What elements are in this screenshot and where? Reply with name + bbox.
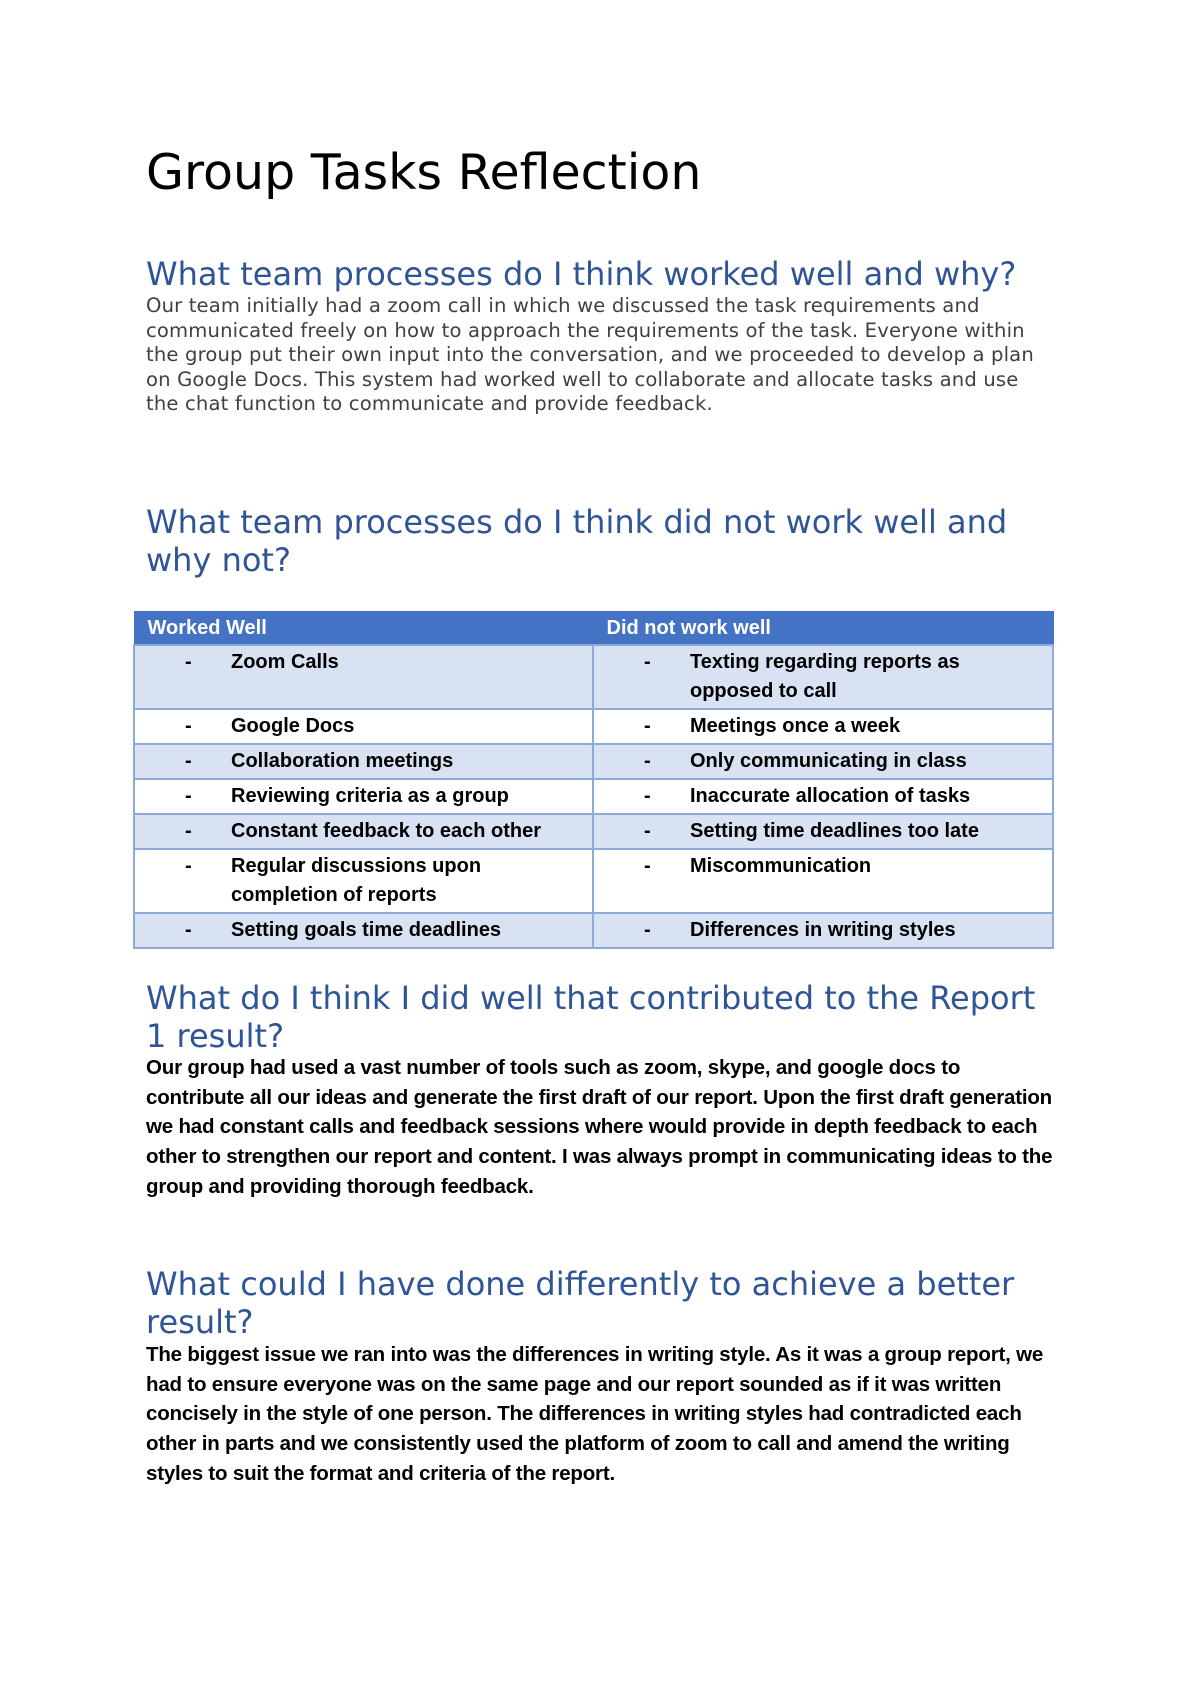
section-heading-did-well: What do I think I did well that contributed to the Report 1 result? [146,979,1036,1055]
bullet-dash: - [185,750,192,772]
table-row [134,913,1053,948]
table-cell [134,744,593,779]
bullet-dash: - [185,785,192,807]
cell-text: Texting regarding reports as opposed to call [690,651,960,702]
section-heading-do-differently: What could I have done differently to achieve a better result? [146,1265,1015,1341]
bullet-dash: - [644,919,651,941]
table-cell [593,913,1053,948]
table-cell [593,709,1053,744]
table-cell [593,744,1053,779]
table-cell [593,645,1053,709]
table-cell [134,645,593,709]
cell-text: Setting time deadlines too late [690,820,979,842]
cell-text: Differences in writing styles [690,919,956,941]
table-row [134,779,1053,814]
table-row [134,709,1053,744]
bullet-dash: - [185,651,192,673]
cell-text: Setting goals time deadlines [231,919,502,941]
bullet-dash: - [185,820,192,842]
cell-text: Reviewing criteria as a group [231,785,509,807]
cell-text: Constant feedback to each other [231,820,542,842]
bullet-dash: - [644,750,651,772]
table-cell [593,814,1053,849]
document-title: Group Tasks Reflection [146,144,702,201]
table-cell [134,814,593,849]
bullet-dash: - [185,855,192,877]
table-cell [134,779,593,814]
bullet-dash: - [644,715,651,737]
bullet-dash: - [644,651,651,673]
table-row [134,814,1053,849]
bullet-dash: - [185,715,192,737]
section-body-do-differently: The biggest issue we ran into was the differences in writing style. As it was a group report, we had to ensure everyone was on the same page and our report sounded as if it was written concisely in the style of one person. The differences in writing styles had contradicted each other in parts and we consistently used the platform of zoom to call and amend the writing styles to suit the format and criteria of the report. [146,1343,1044,1485]
section-heading-worked-well: What team processes do I think worked well and why? [146,255,1017,293]
table-header-did-not-work-well: Did not work well [593,612,1053,646]
table-row [134,744,1053,779]
cell-text: Collaboration meetings [231,750,454,772]
cell-text: Google Docs [231,715,355,737]
table-row [134,645,1053,709]
bullet-dash: - [644,785,651,807]
table-header-row [134,612,1053,646]
cell-text: Zoom Calls [231,651,339,673]
bullet-dash: - [644,855,651,877]
section-heading-not-work-well: What team processes do I think did not work well and why not? [146,503,1008,579]
bullet-dash: - [185,919,192,941]
cell-text: Inaccurate allocation of tasks [690,785,971,807]
table-cell [134,849,593,913]
section-body-worked-well: Our team initially had a zoom call in which we discussed the task requirements and communicated freely on how to approach the requirements of the task. Everyone within the group put their own input into the conversation, and we proceeded to develop a plan on Google Docs. This system had worked well to collaborate and allocate tasks and use the chat function to communicate and provide feedback. [146,294,1034,416]
cell-text: Meetings once a week [690,715,901,737]
comparison-table [133,611,1054,949]
cell-text: Miscommunication [690,855,872,877]
table-cell [593,849,1053,913]
table-cell [134,709,593,744]
table-cell [134,913,593,948]
table-row [134,849,1053,913]
table-cell [593,779,1053,814]
cell-text: Only communicating in class [690,750,967,772]
table-header-worked-well: Worked Well [134,612,593,646]
cell-text: Regular discussions upon completion of reports [231,855,482,906]
section-body-did-well: Our group had used a vast number of tools such as zoom, skype, and google docs to contribute all our ideas and generate the first draft of our report. Upon the first draft generation we had constant calls and feedback sessions where would provide in depth feedback to each other to strengthen our report and content. I was always prompt in communicating ideas to the group and providing thorough feedback. [146,1056,1053,1198]
bullet-dash: - [644,820,651,842]
